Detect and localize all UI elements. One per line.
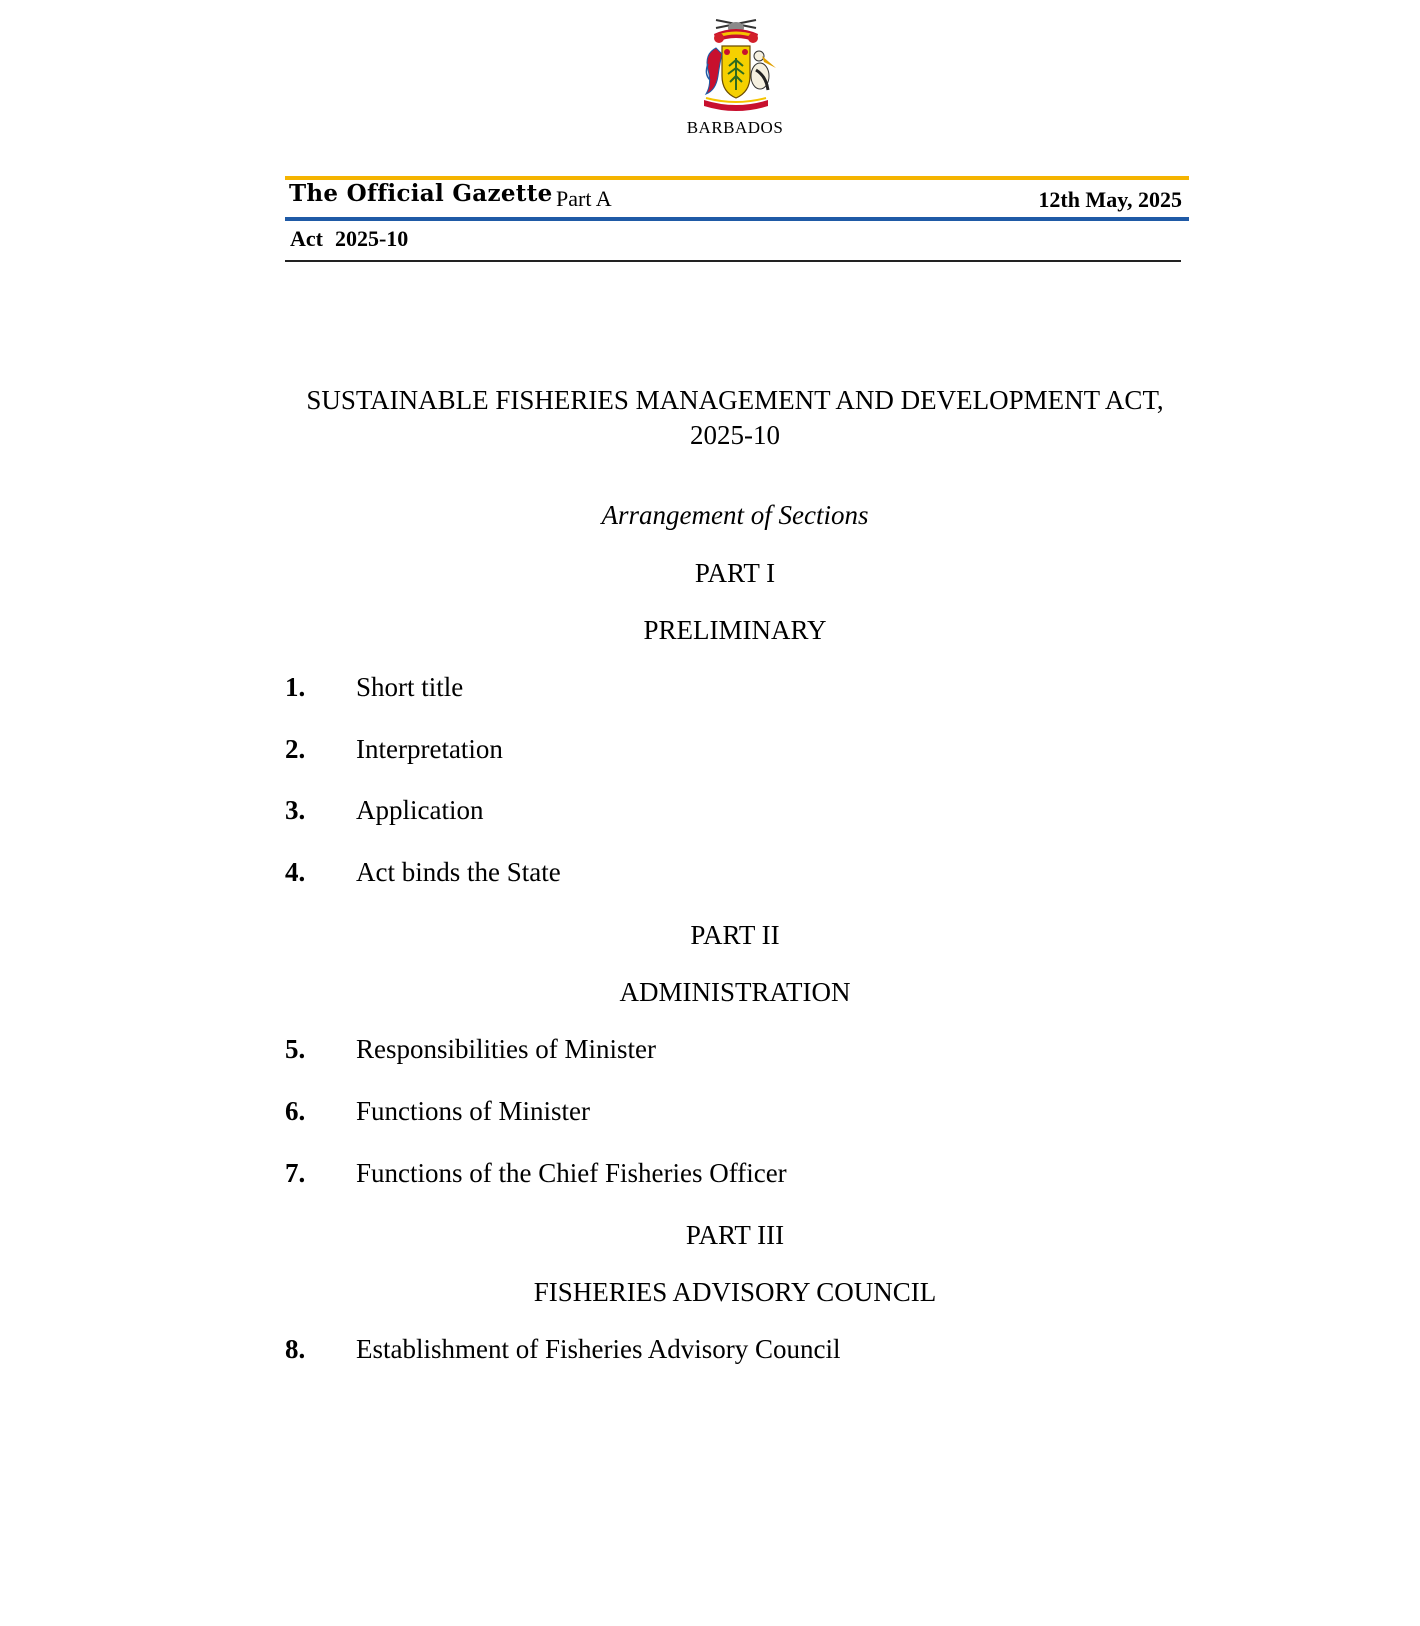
section-title: Interpretation	[356, 734, 503, 764]
section-number: 5.	[285, 1034, 306, 1064]
section-entry[interactable]	[285, 1158, 787, 1189]
act-title	[280, 383, 1190, 453]
section-title: Functions of Minister	[356, 1096, 590, 1126]
part-heading: FISHERIES ADVISORY COUNCIL	[533, 1277, 937, 1307]
section-number: 7.	[285, 1158, 306, 1188]
part-label: PART I	[694, 558, 776, 588]
act-title-line1: SUSTAINABLE FISHERIES MANAGEMENT AND DEVELOPMENT ACT,	[306, 385, 1164, 415]
gazette-title: The Official Gazette	[289, 180, 553, 207]
section-entry[interactable]	[285, 1034, 656, 1065]
section-title: Act binds the State	[356, 857, 561, 887]
section-entry[interactable]	[285, 672, 463, 703]
gazette-date: 12th May, 2025	[1038, 187, 1182, 212]
gazette-part: Part A	[556, 186, 612, 211]
header-divider	[285, 260, 1181, 262]
country-name: BARBADOS	[686, 118, 784, 137]
section-entry[interactable]	[285, 1334, 840, 1365]
act-title-line2: 2025-10	[690, 420, 780, 450]
part-label: PART III	[685, 1220, 785, 1250]
section-number: 8.	[285, 1334, 306, 1364]
section-title: Functions of the Chief Fisheries Officer	[356, 1158, 787, 1188]
section-entry[interactable]	[285, 1096, 590, 1127]
section-title: Responsibilities of Minister	[356, 1034, 656, 1064]
section-title: Short title	[356, 672, 464, 702]
act-number: 2025-10	[334, 226, 409, 251]
section-number: 2.	[285, 734, 306, 764]
section-entry[interactable]	[285, 795, 483, 826]
part-heading: ADMINISTRATION	[619, 977, 851, 1007]
part-heading: PRELIMINARY	[643, 615, 827, 645]
section-entry[interactable]	[285, 857, 561, 888]
section-entry[interactable]	[285, 734, 503, 765]
section-number: 4.	[285, 857, 306, 887]
section-number: 3.	[285, 795, 306, 825]
barbados-coat-of-arms-icon	[686, 14, 786, 114]
section-number: 6.	[285, 1096, 306, 1126]
act-word: Act	[290, 226, 323, 251]
arrangement-heading: Arrangement of Sections	[601, 500, 869, 530]
part-label: PART II	[690, 920, 780, 950]
section-number: 1.	[285, 672, 306, 702]
section-title: Establishment of Fisheries Advisory Council	[356, 1334, 841, 1364]
section-title: Application	[356, 795, 484, 825]
blue-rule	[285, 217, 1189, 221]
act-number-label	[290, 226, 420, 252]
